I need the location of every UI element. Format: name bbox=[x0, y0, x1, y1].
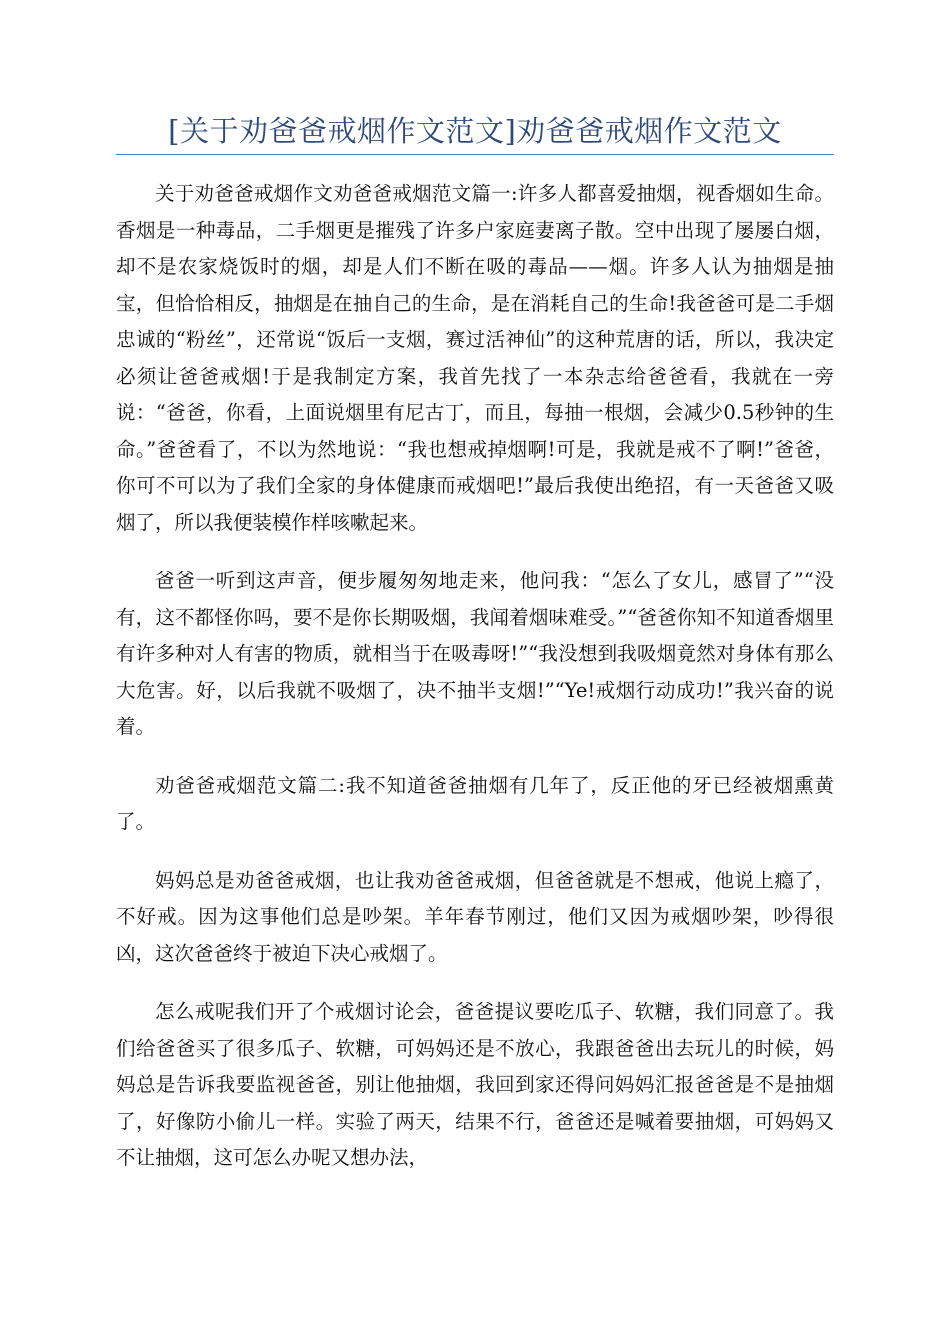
paragraph: 关于劝爸爸戒烟作文劝爸爸戒烟范文篇一:许多人都喜爱抽烟，视香烟如生命。香烟是一种毒品，二手烟更是摧残了许多户家庭妻离子散。空中出现了屡屡白烟，却不是农家烧饭时的烟，却是人们不断在吸的毒品——烟。许多人认为抽烟是抽宝，但恰恰相反，抽烟是在抽自己的生命，是在消耗自己的生命!我爸爸可是二手烟忠诚的“粉丝”，还常说“饭后一支烟，赛过活神仙”的这种荒唐的话，所以，我决定必须让爸爸戒烟!于是我制定方案，我首先找了一本杂志给爸爸看，我就在一旁说：“爸爸，你看，上面说烟里有尼古丁，而且，每抽一根烟，会减少0.5秒钟的生命。”爸爸看了，不以为然地说：“我也想戒掉烟啊!可是，我就是戒不了啊!”爸爸，你可不可以为了我们全家的身体健康而戒烟吧!”最后我使出绝招，有一天爸爸又吸烟了，所以我便装模作样咳嗽起来。 bbox=[116, 182, 834, 534]
paragraph: 怎么戒呢我们开了个戒烟讨论会，爸爸提议要吃瓜子、软糖，我们同意了。我们给爸爸买了很多瓜子、软糖，可妈妈还是不放心，我跟爸爸出去玩儿的时候，妈妈总是告诉我要监视爸爸，别让他抽烟，我回到家还得问妈妈汇报爸爸是不是抽烟了，好像防小偷儿一样。实验了两天，结果不行，爸爸还是喊着要抽烟，可妈妈又不让抽烟，这可怎么办呢又想办法， bbox=[116, 1000, 834, 1169]
document-title: [关于劝爸爸戒烟作文范文]劝爸爸戒烟作文范文 bbox=[168, 114, 782, 148]
paragraph: 爸爸一听到这声音，便步履匆匆地走来，他问我：“怎么了女儿，感冒了”“没有，这不都怪你吗，要不是你长期吸烟，我闻着烟味难受。”“爸爸你知不知道香烟里有许多种对人有害的物质，就相当于在吸毒呀!”“我没想到我吸烟竟然对身体有那么大危害。好，以后我就不吸烟了，决不抽半支烟!”“Ye!戒烟行动成功!”我兴奋的说着。 bbox=[116, 569, 834, 738]
paragraph: 劝爸爸戒烟范文篇二:我不知道爸爸抽烟有几年了，反正他的牙已经被烟熏黄了。 bbox=[116, 773, 834, 833]
paragraph: 妈妈总是劝爸爸戒烟，也让我劝爸爸戒烟，但爸爸就是不想戒，他说上瘾了，不好戒。因为这事他们总是吵架。羊年春节刚过，他们又因为戒烟吵架，吵得很凶，这次爸爸终于被迫下决心戒烟了。 bbox=[116, 868, 834, 965]
title-underline bbox=[116, 154, 834, 155]
document-body bbox=[116, 176, 834, 1199]
